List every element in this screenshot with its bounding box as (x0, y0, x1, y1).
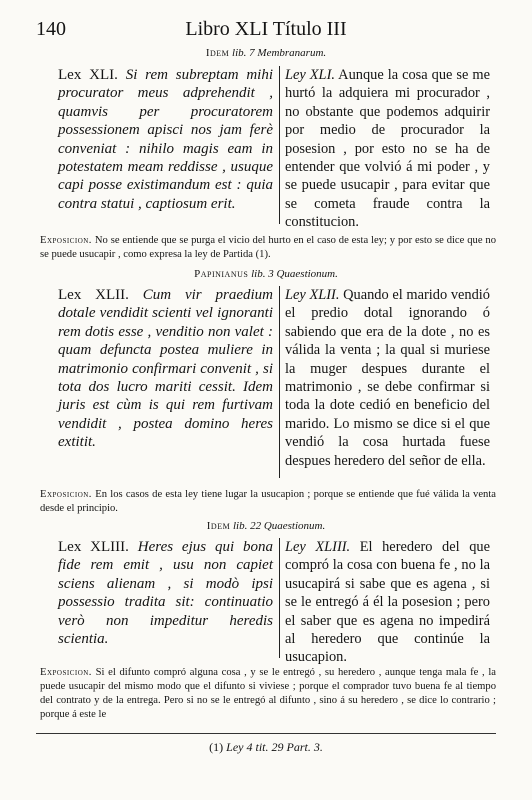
law-section (58, 538, 490, 666)
running-title: Libro XLI Título III (185, 18, 347, 40)
spanish-text: Aunque la cosa que se me hurtó la adquiera mi procurador , no obstante que podemos adquirir por medio de procurador la posesion , por esto no se ha de entender que volvió á mi poder , y se puede usucapir , para evitar que se cometa fraude contra la constitucion. (285, 67, 490, 231)
latin-text: Cum vir praedium dotale vendidit scienti vel ignoranti rem dotis esse , venditio non valet : quam defuncta postea muliere in matrimonio confirmari convenit , si tota dos lucro mariti cessit. Idem juris est cùm is qui rem furtivam vendidit , postea domino heres extitit. (58, 287, 273, 451)
column-divider (279, 538, 280, 658)
spanish-column (285, 66, 490, 232)
exposition (40, 666, 496, 722)
exposition-label: Exposicion. (40, 667, 92, 678)
spanish-text: El heredero del que compró la cosa con buena fe , no la usucapirá si sabe que es agena , si se le entregó á él la posesion ; pero el saber que es agena no impedirá al heredero que continúe la usucapion. (285, 539, 490, 666)
footnote-rule (36, 733, 496, 734)
latin-lex-number: Lex XLI. (58, 67, 118, 83)
source-work: lib. 22 Quaestionum. (232, 520, 326, 532)
exposition-text: En los casos de esta ley tiene lugar la usucapion ; porque se entiende que fué válida la venta desde el principio. (40, 489, 496, 514)
exposition (40, 488, 496, 516)
footnote (36, 740, 496, 755)
spanish-ley-number: Ley XLI. (285, 67, 335, 83)
latin-lex-number: Lex XLIII. (58, 539, 129, 555)
source-citation (36, 268, 496, 280)
source-citation (36, 47, 496, 59)
spanish-column (285, 286, 490, 470)
source-work: lib. 3 Quaestionum. (251, 268, 338, 280)
page-number: 140 (36, 18, 66, 40)
exposition-text: No se entiende que se purga el vicio del hurto en el caso de esta ley; y por esto se dice que no se puede usucapir , como expresa la ley de Partida (1). (40, 235, 497, 260)
column-divider (279, 66, 280, 224)
latin-column (58, 66, 273, 213)
spanish-text: Quando el marido vendió el predio dotal ignorando ó sabiendo que era de la dote , no es válida la venta ; la qual si muriese la muger despues durante el matrimonio , se debe confirmar si toda la dote cedió en beneficio del marido. Lo mismo se dice si el que vendió la cosa hurtada fuese despues heredero del señor de ella. (285, 287, 490, 469)
source-author: Papinianus (194, 268, 249, 280)
footnote-text: Ley 4 tit. 29 Part. 3. (226, 740, 323, 754)
exposition (40, 234, 496, 262)
exposition-text: Si el difunto compró alguna cosa , y se le entregó , su heredero , aunque tenga mala fe , la puede usucapir del mismo modo que el difunto si viviese ; porque el comprador tuvo buena fe al tiempo del contrato y de la entrega. Pero si no se le entregó al difunto , sino á su heredero , se dice lo contrario ; porque á este le (40, 667, 496, 720)
source-work: lib. 7 Membranarum. (232, 47, 327, 59)
latin-column (58, 286, 273, 452)
exposition-label: Exposicion. (40, 489, 92, 500)
footnote-marker: (1) (209, 740, 224, 754)
law-section (58, 286, 490, 482)
latin-lex-number: Lex XLII. (58, 287, 129, 303)
page-header (36, 16, 496, 42)
source-author: Idem (205, 47, 230, 59)
source-author: Idem (206, 520, 231, 532)
latin-column (58, 538, 273, 648)
spanish-ley-number: Ley XLIII. (285, 539, 351, 555)
spanish-column (285, 538, 490, 667)
column-divider (279, 286, 280, 478)
source-citation (36, 520, 496, 532)
latin-text: Heres ejus qui bona fide rem emit , usu non capiet sciens alienam , si modò ipsi possessio tradita sit: continuatio verò non impeditur heredis scientia. (58, 539, 273, 648)
exposition-label: Exposicion. (40, 235, 92, 246)
latin-text: Si rem subreptam mihi procurator meus adprehendit , quamvis per procuratorem possessionem apisci nos jam ferè conveniat : nihilo magis eam in potestatem meam reddisse , usuque capi posse existimandum est : quia contra statui , captiosum erit. (58, 67, 273, 212)
spanish-ley-number: Ley XLII. (285, 287, 340, 303)
law-section (58, 66, 490, 230)
